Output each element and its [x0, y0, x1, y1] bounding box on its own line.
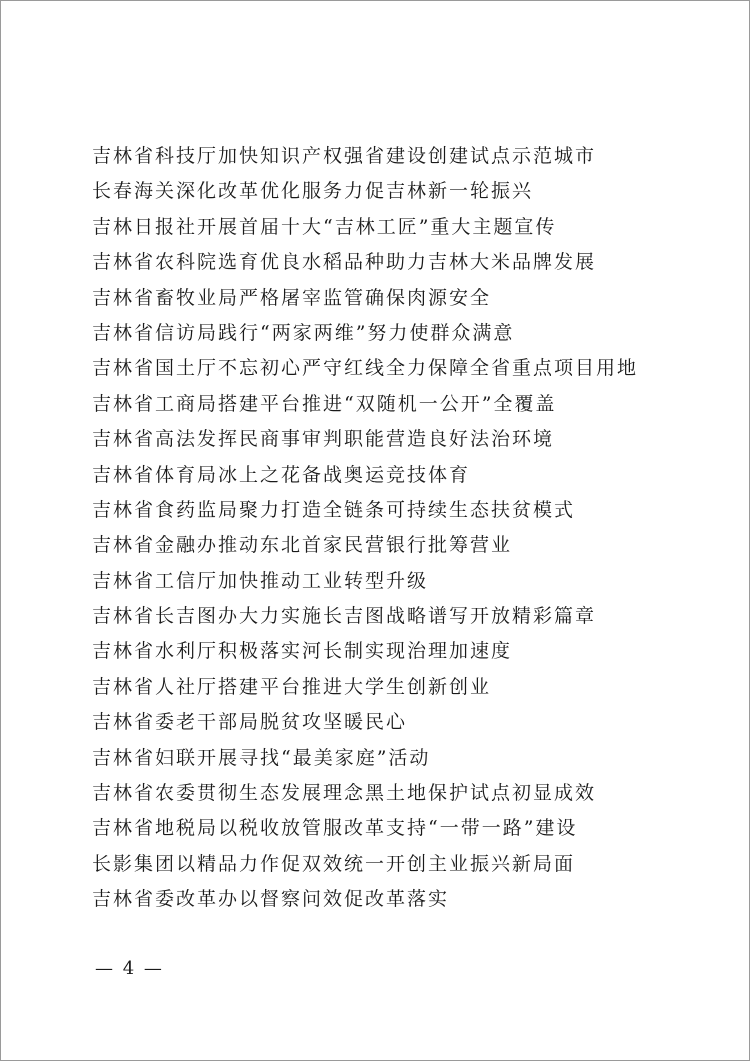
- page-number: — 4 —: [95, 958, 164, 979]
- list-item: 吉林省妇联开展寻找“最美家庭”活动: [92, 746, 431, 769]
- item-list: [92, 139, 638, 918]
- list-item: 吉林省畜牧业局严格屠宰监管确保肉源安全: [92, 286, 492, 309]
- list-item: 吉林省地税局以税收放管服改革支持“一带一路”建设: [92, 817, 578, 840]
- list-item: 吉林省工商局搭建平台推进“双随机一公开”全覆盖: [92, 392, 557, 415]
- list-item: 吉林省长吉图办大力实施长吉图战略谱写开放精彩篇章: [92, 605, 597, 628]
- list-item: 吉林省委老干部局脱贫攻坚暖民心: [92, 711, 408, 734]
- list-item: 吉林省科技厅加快知识产权强省建设创建试点示范城市: [92, 145, 597, 167]
- list-item: 吉林省高法发挥民商事审判职能营造良好法治环境: [92, 428, 555, 451]
- list-item: 吉林省国土厅不忘初心严守红线全力保障全省重点项目用地: [92, 357, 639, 380]
- list-item: 长影集团以精品力作促双效统一开创主业振兴新局面: [92, 852, 576, 875]
- list-item: 吉林省信访局践行“两家两维”努力使群众满意: [92, 321, 515, 344]
- list-item: 吉林省金融办推动东北首家民营银行批筹营业: [92, 534, 513, 557]
- list-item: 吉林省农科院选育优良水稻品种助力吉林大米品牌发展: [92, 251, 597, 274]
- list-item: 吉林省工信厅加快推动工业转型升级: [92, 569, 429, 592]
- list-item: 吉林省委改革办以督察问效促改革落实: [92, 888, 450, 911]
- list-item: 吉林省农委贯彻生态发展理念黑土地保护试点初显成效: [92, 782, 597, 805]
- list-item: 吉林省水利厅积极落实河长制实现治理加速度: [92, 640, 513, 663]
- list-item: 长春海关深化改革优化服务力促吉林新一轮振兴: [92, 180, 534, 203]
- list-item: 吉林省体育局冰上之花备战奥运竞技体育: [92, 463, 471, 486]
- list-item: 吉林日报社开展首届十大“吉林工匠”重大主题宣传: [92, 215, 557, 238]
- list-item: 吉林省食药监局聚力打造全链条可持续生态扶贫模式: [92, 498, 576, 521]
- list-item: 吉林省人社厅搭建平台推进大学生创新创业: [92, 675, 492, 698]
